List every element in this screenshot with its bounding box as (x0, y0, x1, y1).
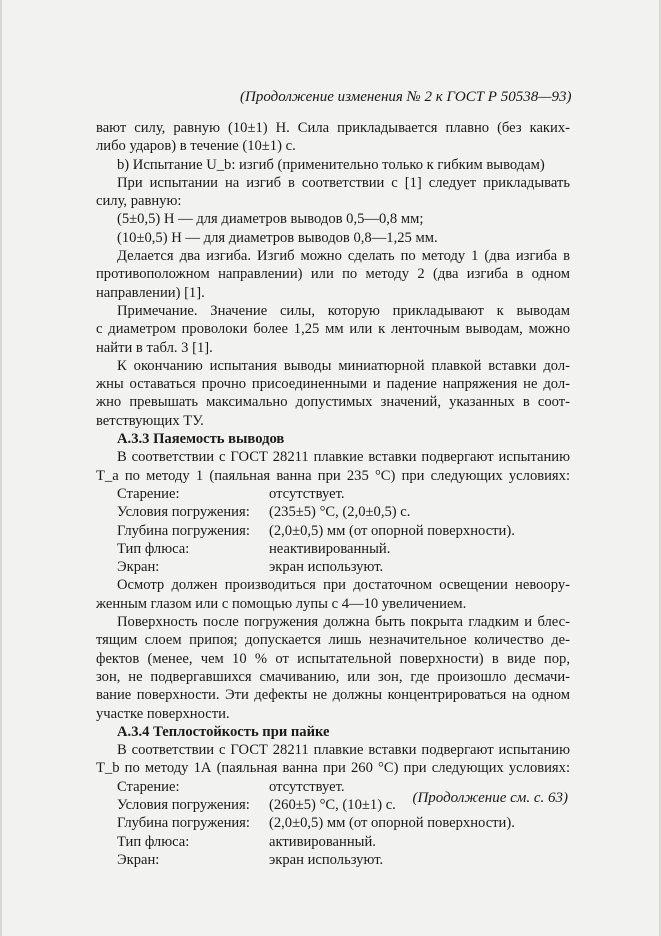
text-line: Поверхность после погружения должна быть покрыта гладким и блес- (117, 614, 570, 631)
condition-row (96, 485, 570, 503)
text-line: силу, равную: (96, 193, 182, 210)
condition-label: Тип флюса: (117, 540, 190, 557)
text-line: Делается два изгиба. Изгиб можно сделать по методу 1 (два изгиба в (117, 248, 570, 265)
text-line: вают силу, равную (10±1) Н. Сила прикладывается плавно (без каких- (96, 120, 570, 136)
condition-value: экран используют. (269, 559, 384, 576)
condition-value: активированный. (269, 833, 376, 850)
text-line: зон, не подвергавшихся смачиванию, или зон, где произошло десмачи- (96, 668, 570, 685)
condition-row (96, 503, 570, 521)
condition-label: Условия погружения: (117, 504, 250, 521)
condition-value: отсутствует. (269, 778, 345, 795)
text-line: (5±0,5) Н — для диаметров выводов 0,5—0,8 мм; (117, 211, 424, 228)
condition-row (96, 814, 570, 832)
continuation-footer: (Продолжение см. с. 63) (412, 790, 568, 806)
text-line: К окончанию испытания выводы миниатюрной плавкой вставки дол- (117, 357, 570, 374)
condition-value: (260±5) °С, (10±1) с. (269, 796, 396, 813)
note-line: Примечание. Значение силы, которую прикладывают к выводам (117, 302, 570, 319)
text-line: жны оставаться прочно присоединенными и падение напряжения не дол- (96, 376, 570, 393)
condition-label: Экран: (117, 559, 160, 576)
condition-value: (235±5) °С, (2,0±0,5) с. (269, 504, 411, 521)
text-line: противоположном направлении) или по методу 2 (два изгиба в одном (96, 266, 570, 283)
text-line: найти в табл. 3 [1]. (96, 339, 213, 356)
text-line: с диаметром проволоки более 1,25 мм или к ленточным выводам, можно (96, 321, 570, 338)
text-line: T_a по методу 1 (паяльная ванна при 235 °С) при следующих условиях: (96, 467, 570, 484)
condition-label: Глубина погружения: (117, 522, 250, 539)
text-line: тящим слоем припоя; допускается лишь незначительное количество де- (96, 632, 570, 649)
condition-value: экран используют. (269, 851, 384, 868)
condition-value: (2,0±0,5) мм (от опорной поверхности). (269, 815, 515, 832)
text-line: При испытании на изгиб в соответствии с [1] следует прикладывать (117, 174, 570, 191)
text-line: b) Испытание U_b: изгиб (применительно только к гибким выводам) (117, 156, 545, 173)
text-line: вание поверхности. Эти дефекты не должны концентрироваться на одном (96, 687, 570, 704)
condition-row (96, 558, 570, 576)
condition-row (96, 851, 570, 869)
condition-value: (2,0±0,5) мм (от опорной поверхности). (269, 522, 515, 539)
condition-row (96, 522, 570, 540)
text-line: участке поверхности. (96, 705, 230, 722)
text-line: женным глазом или с помощью лупы с 4—10 увеличением. (96, 595, 467, 612)
text-line: направлении) [1]. (96, 284, 205, 301)
text-line: фектов (менее, чем 10 % от испытательной поверхности) в виде пор, (96, 650, 570, 667)
text-line: Осмотр должен производиться при достаточном освещении невоору- (117, 577, 570, 594)
text-line: В соответствии с ГОСТ 28211 плавкие вставки подвергают испытанию (117, 742, 570, 759)
condition-label: Условия погружения: (117, 796, 250, 813)
section-heading-a34: А.3.4 Теплостойкость при пайке (117, 723, 330, 740)
text-line: либо ударов) в течение (10±1) с. (96, 138, 296, 155)
text-line: T_b по методу 1А (паяльная ванна при 260 °С) при следующих условиях: (96, 760, 570, 777)
section-heading-a33: А.3.3 Паяемость выводов (117, 431, 285, 448)
page-edge-left (0, 0, 2, 936)
condition-label: Глубина погружения: (117, 815, 250, 832)
condition-row (96, 540, 570, 558)
text-line: жно превышать максимально допустимых значений, указанных в соот- (96, 394, 570, 411)
condition-label: Старение: (117, 778, 180, 795)
text-line: (10±0,5) Н — для диаметров выводов 0,8—1,25 мм. (117, 229, 438, 246)
condition-label: Тип флюса: (117, 833, 190, 850)
text-line: ветствующих ТУ. (96, 412, 204, 429)
condition-label: Старение: (117, 485, 180, 502)
running-header: (Продолжение изменения № 2 к ГОСТ Р 50538—93) (240, 89, 572, 105)
condition-row (96, 833, 570, 851)
text-line: В соответствии с ГОСТ 28211 плавкие вставки подвергают испытанию (117, 449, 570, 466)
condition-label: Экран: (117, 851, 160, 868)
condition-value: неактивированный. (269, 540, 391, 557)
condition-value: отсутствует. (269, 485, 345, 502)
body-text (96, 119, 570, 869)
